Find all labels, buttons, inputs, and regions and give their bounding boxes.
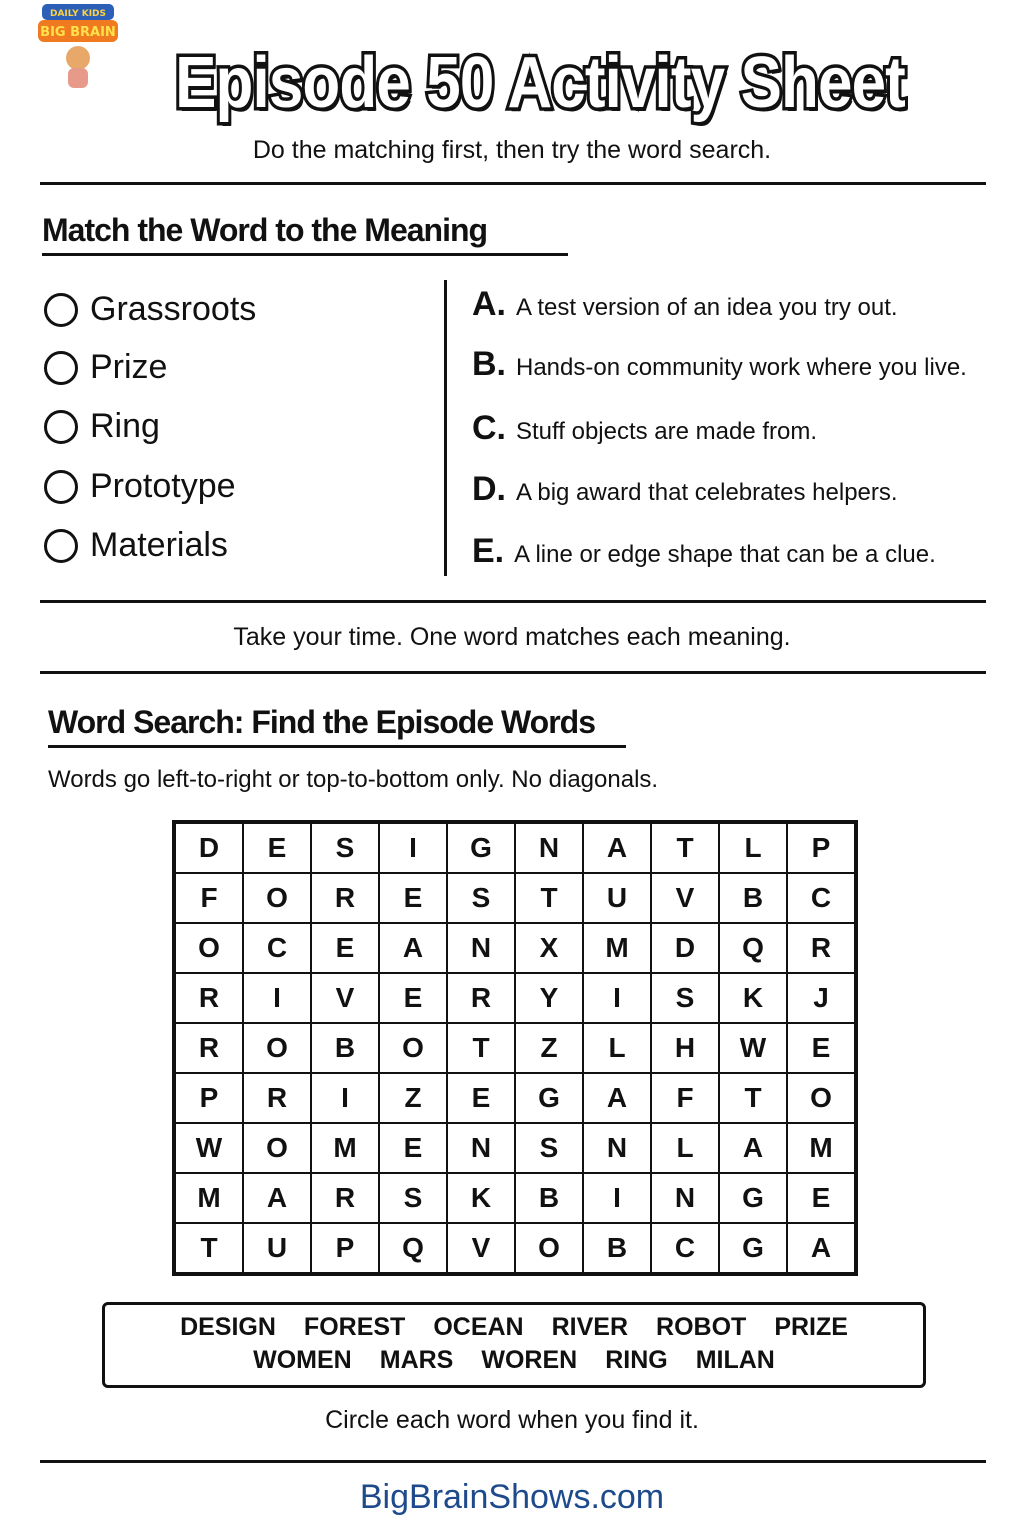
grid-cell[interactable]: R (175, 973, 243, 1023)
grid-cell[interactable]: T (651, 823, 719, 873)
matching-heading: Match the Word to the Meaning (42, 212, 568, 256)
grid-cell[interactable]: S (651, 973, 719, 1023)
definition-text: Stuff objects are made from. (516, 418, 818, 445)
big-brain-logo (38, 2, 118, 92)
grid-cell[interactable]: F (175, 873, 243, 923)
definition (472, 532, 936, 571)
match-word-option[interactable] (44, 526, 228, 565)
grid-cell[interactable]: X (515, 923, 583, 973)
grid-cell[interactable]: E (787, 1023, 855, 1073)
grid-cell[interactable]: A (719, 1123, 787, 1173)
word-bank-item: PRIZE (774, 1313, 848, 1341)
grid-cell[interactable]: E (243, 823, 311, 873)
grid-cell[interactable]: I (311, 1073, 379, 1123)
word-bank-item: RIVER (551, 1313, 629, 1341)
wordsearch-footer: Circle each word when you find it. (325, 1406, 699, 1434)
grid-cell[interactable]: S (379, 1173, 447, 1223)
definition-text: A big award that celebrates helpers. (516, 479, 898, 506)
definition-letter: A. (472, 285, 506, 323)
svg-text:DAILY KIDS: DAILY KIDS (49, 9, 107, 19)
grid-cell[interactable]: E (379, 973, 447, 1023)
grid-cell[interactable]: R (243, 1073, 311, 1123)
grid-cell[interactable]: I (583, 973, 651, 1023)
grid-cell[interactable]: K (719, 973, 787, 1023)
svg-text:BIG BRAIN: BIG BRAIN (40, 25, 116, 40)
grid-cell[interactable]: C (787, 873, 855, 923)
grid-cell[interactable]: A (787, 1223, 855, 1273)
grid-cell[interactable]: O (243, 873, 311, 923)
grid-cell[interactable]: O (379, 1023, 447, 1073)
grid-cell[interactable]: S (311, 823, 379, 873)
grid-cell[interactable]: M (175, 1173, 243, 1223)
grid-cell[interactable]: O (515, 1223, 583, 1273)
grid-cell[interactable]: R (447, 973, 515, 1023)
grid-cell[interactable]: G (719, 1173, 787, 1223)
column-divider (444, 280, 447, 576)
grid-cell[interactable]: R (311, 1173, 379, 1223)
grid-cell[interactable]: B (719, 873, 787, 923)
definition-letter: B. (472, 345, 506, 383)
definition (472, 409, 817, 448)
grid-cell[interactable]: J (787, 973, 855, 1023)
grid-cell[interactable]: W (719, 1023, 787, 1073)
radio-circle[interactable] (44, 410, 78, 444)
grid-cell[interactable]: V (447, 1223, 515, 1273)
radio-circle[interactable] (44, 293, 78, 327)
match-word-option[interactable] (44, 290, 256, 329)
grid-cell[interactable]: B (515, 1173, 583, 1223)
grid-cell[interactable]: G (447, 823, 515, 873)
grid-cell[interactable]: T (515, 873, 583, 923)
grid-cell[interactable]: N (583, 1123, 651, 1173)
grid-cell[interactable]: N (651, 1173, 719, 1223)
radio-circle[interactable] (44, 351, 78, 385)
grid-cell[interactable]: I (583, 1173, 651, 1223)
grid-cell[interactable]: C (243, 923, 311, 973)
match-word-option[interactable] (44, 407, 160, 446)
divider (40, 600, 986, 603)
matching-note: Take your time. One word matches each meaning. (233, 623, 791, 651)
grid-cell[interactable]: N (447, 923, 515, 973)
grid-cell[interactable]: P (175, 1073, 243, 1123)
grid-cell[interactable]: O (243, 1123, 311, 1173)
wordsearch-instructions: Words go left-to-right or top-to-bottom only. No diagonals. (48, 766, 659, 793)
word-bank (102, 1302, 926, 1388)
word-bank-item: FOREST (303, 1313, 406, 1341)
grid-cell[interactable]: V (311, 973, 379, 1023)
grid-cell[interactable]: B (311, 1023, 379, 1073)
grid-cell[interactable]: D (651, 923, 719, 973)
watermark: BigBrainShows.com (359, 1478, 665, 1516)
grid-cell[interactable]: D (175, 823, 243, 873)
word-bank-item: OCEAN (433, 1313, 524, 1341)
grid-cell[interactable]: O (787, 1073, 855, 1123)
grid-cell[interactable]: I (379, 823, 447, 873)
grid-cell[interactable]: R (175, 1023, 243, 1073)
grid-cell[interactable]: A (583, 823, 651, 873)
grid-cell[interactable]: A (379, 923, 447, 973)
word-label: Prototype (90, 467, 236, 505)
grid-cell[interactable]: O (243, 1023, 311, 1073)
word-bank-item: MARS (379, 1346, 454, 1374)
grid-cell[interactable]: G (719, 1223, 787, 1273)
grid-cell[interactable]: H (651, 1023, 719, 1073)
definition-letter: C. (472, 409, 506, 447)
grid-cell[interactable]: P (787, 823, 855, 873)
divider (40, 1460, 986, 1463)
grid-cell[interactable]: S (447, 873, 515, 923)
grid-cell[interactable]: T (175, 1223, 243, 1273)
definition-text: A test version of an idea you try out. (516, 294, 898, 321)
radio-circle[interactable] (44, 470, 78, 504)
grid-cell[interactable]: I (243, 973, 311, 1023)
grid-cell[interactable]: K (447, 1173, 515, 1223)
grid-cell[interactable]: E (379, 1123, 447, 1173)
definition-text: A line or edge shape that can be a clue. (514, 541, 936, 568)
grid-cell[interactable]: T (447, 1023, 515, 1073)
word-bank-item: ROBOT (656, 1313, 747, 1341)
grid-cell[interactable]: E (379, 873, 447, 923)
grid-cell[interactable]: E (787, 1173, 855, 1223)
word-label: Grassroots (90, 290, 257, 328)
wordsearch-heading: Word Search: Find the Episode Words (48, 704, 626, 748)
word-bank-item: RING (605, 1346, 668, 1374)
word-label: Ring (90, 407, 160, 445)
grid-cell[interactable]: L (583, 1023, 651, 1073)
grid-cell[interactable]: T (719, 1073, 787, 1123)
grid-cell[interactable]: Q (379, 1223, 447, 1273)
word-bank-item: MILAN (695, 1346, 775, 1374)
definition (472, 345, 967, 384)
definition (472, 470, 898, 509)
word-bank-item: DESIGN (180, 1313, 276, 1341)
definition-letter: D. (472, 470, 506, 508)
definition-letter: E. (472, 532, 505, 570)
grid-cell[interactable]: C (651, 1223, 719, 1273)
grid-cell[interactable]: R (787, 923, 855, 973)
grid-cell[interactable]: N (515, 823, 583, 873)
grid-cell[interactable]: M (787, 1123, 855, 1173)
grid-cell[interactable]: Z (379, 1073, 447, 1123)
grid-cell[interactable]: R (311, 873, 379, 923)
grid-cell[interactable]: G (515, 1073, 583, 1123)
page-title: Episode 50 Activity Sheet (175, 43, 905, 123)
word-bank-item: WOREN (481, 1346, 578, 1374)
grid-cell[interactable]: Z (515, 1023, 583, 1073)
letter-grid[interactable] (172, 820, 858, 1276)
grid-cell[interactable]: S (515, 1123, 583, 1173)
match-word-option[interactable] (44, 348, 167, 387)
word-label: Materials (90, 526, 228, 564)
subtitle: Do the matching first, then try the word search. (252, 136, 772, 164)
definition-text: Hands-on community work where you live. (516, 354, 967, 381)
grid-cell[interactable]: W (175, 1123, 243, 1173)
grid-cell[interactable]: U (243, 1223, 311, 1273)
divider (40, 182, 986, 185)
grid-cell[interactable]: L (719, 823, 787, 873)
grid-cell[interactable]: U (583, 873, 651, 923)
grid-cell[interactable]: E (447, 1073, 515, 1123)
grid-cell[interactable]: A (583, 1073, 651, 1123)
grid-cell[interactable]: L (651, 1123, 719, 1173)
radio-circle[interactable] (44, 529, 78, 563)
divider (40, 671, 986, 674)
grid-cell[interactable]: F (651, 1073, 719, 1123)
grid-cell[interactable]: Y (515, 973, 583, 1023)
grid-cell[interactable]: B (583, 1223, 651, 1273)
word-label: Prize (90, 348, 168, 386)
grid-cell[interactable]: P (311, 1223, 379, 1273)
match-word-option[interactable] (44, 467, 236, 506)
word-bank-item: WOMEN (253, 1346, 352, 1374)
grid-cell[interactable]: A (243, 1173, 311, 1223)
grid-cell[interactable]: V (651, 873, 719, 923)
grid-cell[interactable]: E (311, 923, 379, 973)
grid-cell[interactable]: M (311, 1123, 379, 1173)
grid-cell[interactable]: O (175, 923, 243, 973)
grid-cell[interactable]: M (583, 923, 651, 973)
grid-cell[interactable]: Q (719, 923, 787, 973)
definition (472, 285, 898, 324)
grid-cell[interactable]: N (447, 1123, 515, 1173)
